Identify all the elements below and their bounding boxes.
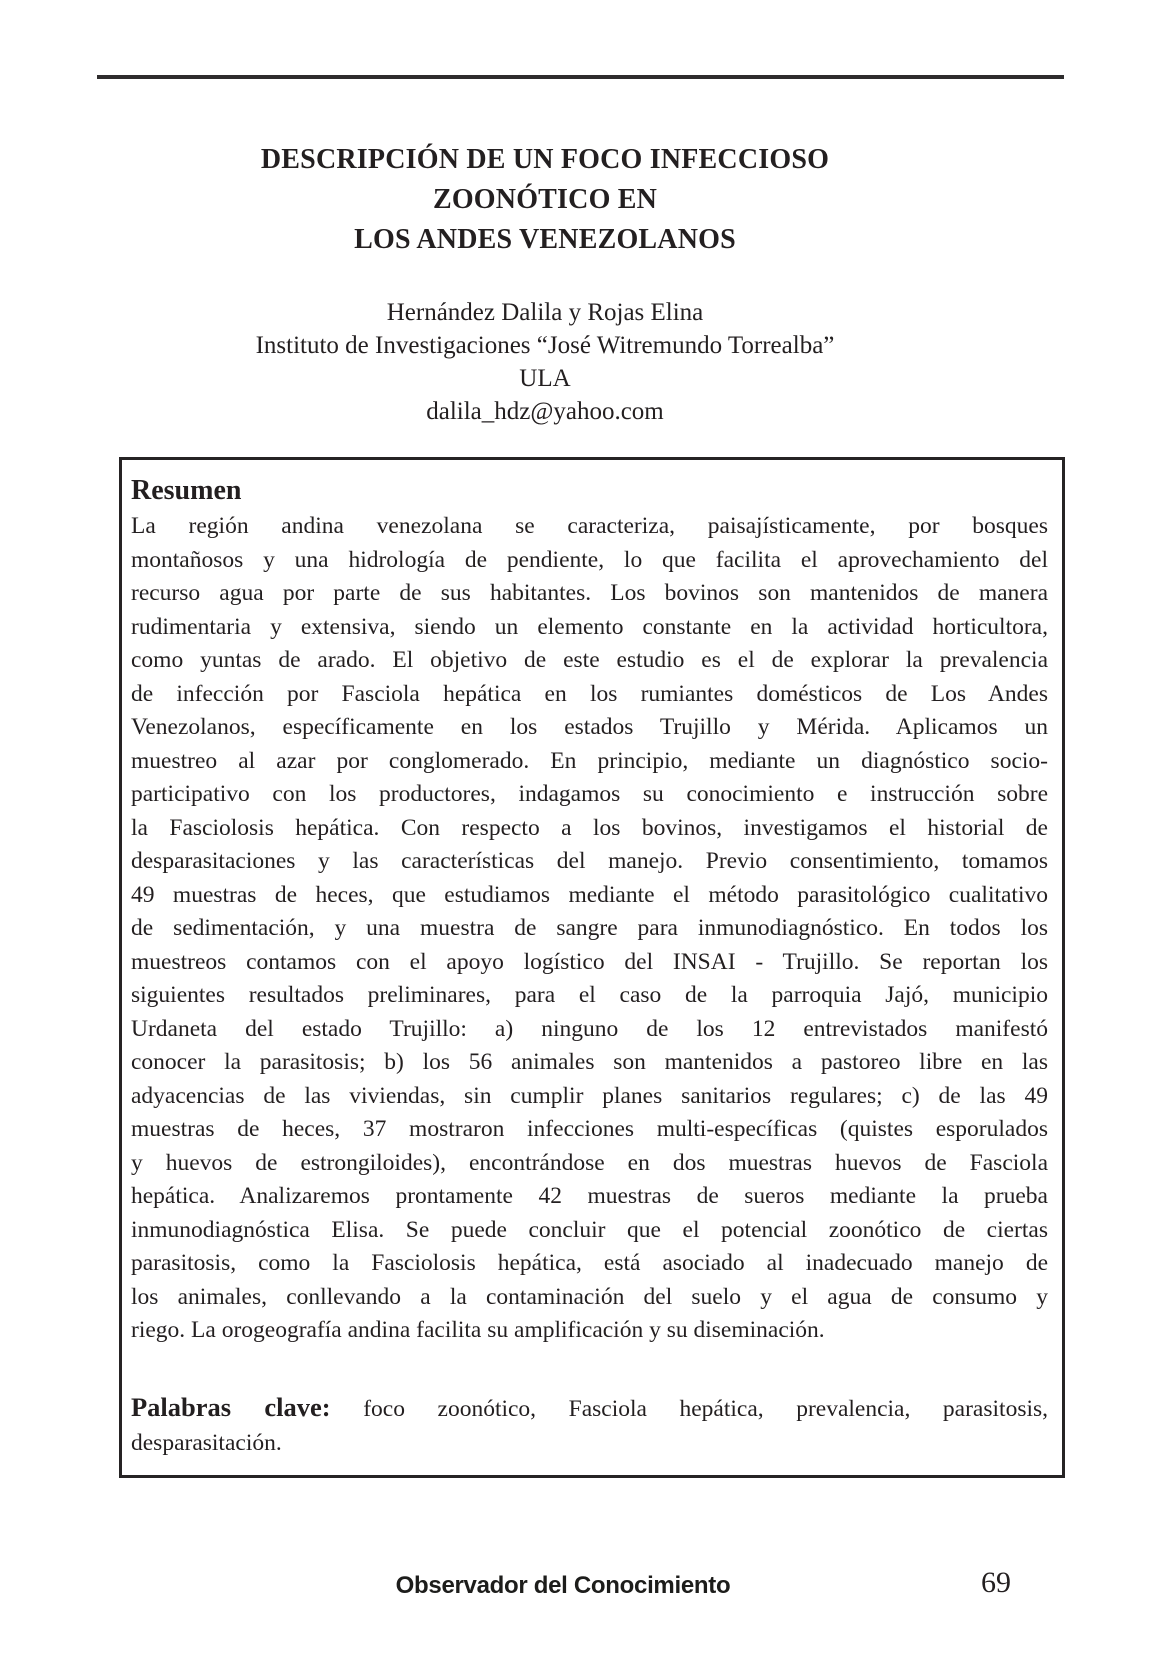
authors: Hernández Dalila y Rojas Elina [386,299,704,326]
abstract-box [119,457,1065,1478]
abstract-line: Venezolanos, específicamente en los estados Trujillo y Mérida. Aplicamos un [131,714,1048,740]
top-rule [97,75,1064,79]
abstract-line: la Fasciolosis hepática. Con respecto a los bovinos, investigamos el historial de [131,814,1048,841]
abstract-line: hepática. Analizaremos prontamente 42 muestras de sueros mediante la prueba [131,1183,1048,1209]
abstract-line: inmunodiagnóstica Elisa. Se puede concluir que el potencial zoonótico de ciertas [131,1216,1048,1243]
abstract-line: muestreo al azar por conglomerado. En principio, mediante un diagnóstico socio- [131,747,1048,774]
abstract-line: como yuntas de arado. El objetivo de este estudio es el de explorar la prevalencia [131,647,1048,673]
abstract-line: muestras de heces, 37 mostraron infecciones multi-específicas (quistes esporulados [131,1116,1048,1142]
email: dalila_hdz@yahoo.com [426,398,664,425]
abstract-line: de infección por Fasciola hepática en los rumiantes domésticos de Los Andes [131,680,1048,707]
abstract-line: 49 muestras de heces, que estudiamos mediante el método parasitológico cualitativo [131,881,1048,908]
abstract-body [131,510,1048,1348]
abstract-line: muestreos contamos con el apoyo logístico del INSAI - Trujillo. Se reportan los [131,948,1048,975]
abstract-line: parasitosis, como la Fasciolosis hepática, está asociado al inadecuado manejo de [131,1250,1048,1276]
university: ULA [519,365,571,392]
article-title-line: DESCRIPCIÓN DE UN FOCO INFECCIOSO [260,144,830,175]
keywords-line [131,1390,1048,1426]
abstract-line: desparasitaciones y las características del manejo. Previo consentimiento, tomamos [131,848,1048,874]
abstract-line: La región andina venezolana se caracteriza, paisajísticamente, por bosques [131,513,1048,539]
page-number: 69 [981,1566,1011,1599]
author-block [145,296,945,428]
abstract-heading: Resumen [131,475,242,506]
abstract-line: rudimentaria y extensiva, siendo un elemento constante en la actividad horticultora, [131,613,1048,640]
abstract-line: recurso agua por parte de sus habitantes. Los bovinos son mantenidos de manera [131,580,1048,606]
journal-name: Observador del Conocimiento [395,1572,731,1599]
keywords-label: Palabras clave: [131,1391,331,1422]
article-header [133,140,957,260]
institute: Instituto de Investigaciones “José Witremundo Torrealba” [255,332,835,359]
abstract-line: adyacencias de las viviendas, sin cumplir planes sanitarios regulares; c) de las 49 [131,1082,1048,1109]
abstract-line: montañosos y una hidrología de pendiente, lo que facilita el aprovechamiento del [131,546,1048,573]
keywords-block [131,1390,1048,1460]
abstract-line: Urdaneta del estado Trujillo: a) ninguno de los 12 entrevistados manifestó [131,1015,1048,1042]
article-title-line: LOS ANDES VENEZOLANOS [354,224,736,255]
abstract-line: los animales, conllevando a la contaminación del suelo y el agua de consumo y [131,1283,1048,1310]
abstract-line: participativo con los productores, indagamos su conocimiento e instrucción sobre [131,781,1048,807]
abstract-line: riego. La orogeografía andina facilita su amplificación y su diseminación. [131,1317,825,1343]
abstract-line: de sedimentación, y una muestra de sangre para inmunodiagnóstico. En todos los [131,915,1048,941]
abstract-line: y huevos de estrongiloides), encontrándose en dos muestras huevos de Fasciola [131,1149,1048,1176]
keywords-line: desparasitación. [131,1429,282,1456]
article-title-line: ZOONÓTICO EN [432,184,658,215]
abstract-line: siguientes resultados preliminares, para el caso de la parroquia Jajó, municipio [131,982,1048,1008]
abstract-line: conocer la parasitosis; b) los 56 animales son mantenidos a pastoreo libre en las [131,1049,1048,1075]
keywords-text: foco zoonótico, Fasciola hepática, prevalencia, parasitosis, [363,1395,1049,1422]
article-title [133,140,957,260]
